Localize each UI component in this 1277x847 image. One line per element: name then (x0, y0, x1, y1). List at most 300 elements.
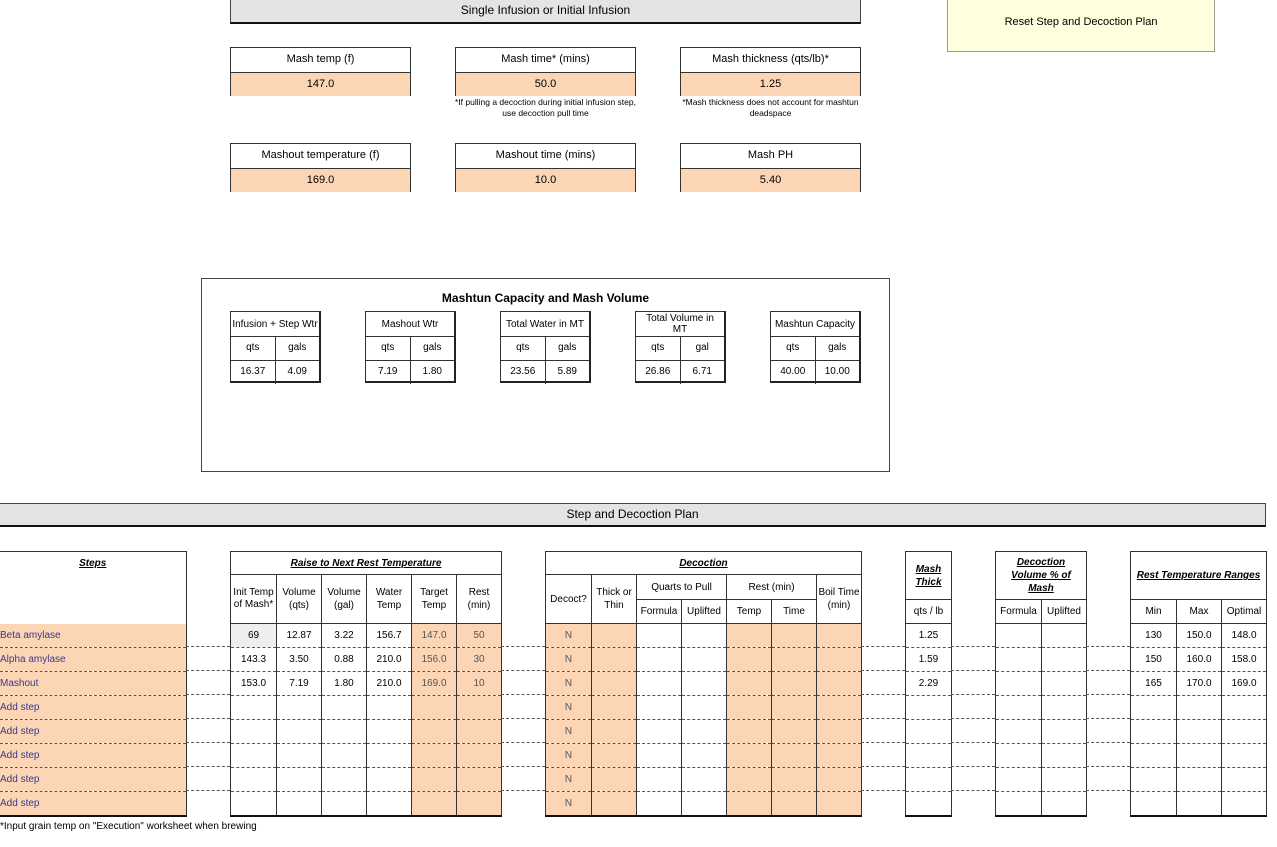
step-name[interactable]: Add step (0, 720, 186, 744)
row-separator (1086, 766, 1130, 767)
thick-thin-cell[interactable] (592, 768, 637, 792)
rest-temp-cell[interactable] (727, 792, 772, 816)
row-separator (861, 694, 905, 695)
table-row (231, 696, 502, 720)
table-row (996, 696, 1087, 720)
mash-time-value[interactable]: 50.0 (456, 73, 635, 96)
mash-time-label: Mash time* (mins) (456, 48, 635, 73)
row-separator (186, 646, 230, 647)
row-separator (1086, 790, 1130, 791)
range-optimal-cell: 148.0 (1222, 624, 1267, 648)
rest-temp-cell[interactable] (727, 768, 772, 792)
thick-thin-cell[interactable] (592, 744, 637, 768)
table-row (0, 744, 186, 768)
rest-time-cell[interactable] (772, 792, 817, 816)
range-max-cell (1177, 792, 1222, 816)
row-separator (861, 742, 905, 743)
init-temp-cell (231, 720, 277, 744)
table-row (0, 648, 186, 672)
row-separator (951, 790, 995, 791)
water-temp-cell (367, 744, 412, 768)
volume-gal-cell: 0.88 (322, 648, 367, 672)
table-row (231, 648, 502, 672)
mash-thickness-cell (680, 47, 861, 96)
unit-qts: qts (516, 342, 530, 353)
range-optimal-cell (1222, 744, 1267, 768)
table-row (996, 624, 1087, 648)
row-separator (861, 790, 905, 791)
rest-time-cell[interactable] (772, 696, 817, 720)
row-separator (186, 790, 230, 791)
unit-qts: qts (651, 342, 665, 353)
target-temp-cell[interactable] (412, 720, 457, 744)
step-name[interactable]: Add step (0, 792, 186, 816)
quarts-formula-cell (637, 768, 682, 792)
dec-volume-uplifted-cell (1042, 744, 1087, 768)
volume-gal-cell (322, 768, 367, 792)
rest-time-cell[interactable] (772, 720, 817, 744)
dec-volume-formula-cell (996, 768, 1042, 792)
table-row (906, 696, 952, 720)
target-temp-cell[interactable] (412, 792, 457, 816)
thick-thin-cell[interactable] (592, 624, 637, 648)
reset-plan-label: Reset Step and Decoction Plan (1004, 16, 1158, 28)
box-title: Infusion + Step Wtr (231, 312, 319, 337)
table-row (231, 720, 502, 744)
unit-qts: qts (786, 342, 800, 353)
row-separator (951, 742, 995, 743)
init-temp-header: Init Temp of Mash* (231, 575, 277, 624)
init-temp-cell (231, 696, 277, 720)
row-separator (501, 742, 545, 743)
mash-time-note: *If pulling a decoction during initial infusion step, use decoction pull time (455, 97, 636, 118)
dec-volume-formula-cell (996, 672, 1042, 696)
thick-thin-cell[interactable] (592, 720, 637, 744)
table-row (231, 624, 502, 648)
rest-ranges-table (1130, 551, 1267, 817)
rest-cell[interactable] (457, 720, 502, 744)
formula-header: Formula (637, 600, 682, 624)
table-row (996, 768, 1087, 792)
water-temp-cell: 210.0 (367, 672, 412, 696)
decoct-cell[interactable]: N (546, 720, 592, 744)
range-optimal-cell: 158.0 (1222, 648, 1267, 672)
table-row (0, 624, 186, 648)
table-row (0, 720, 186, 744)
quarts-formula-cell (637, 744, 682, 768)
boil-time-cell[interactable] (817, 648, 862, 672)
footnote: *Input grain temp on "Execution" worksheet when brewing (0, 821, 257, 832)
target-temp-cell[interactable]: 147.0 (412, 624, 457, 648)
dec-volume-formula-cell (996, 648, 1042, 672)
dec-volume-uplifted-cell (1042, 672, 1087, 696)
rest-time-cell[interactable] (772, 648, 817, 672)
quarts-formula-cell (637, 624, 682, 648)
table-row (0, 672, 186, 696)
rest-temp-cell[interactable] (727, 720, 772, 744)
volume-gal-header: Volume (gal) (322, 575, 367, 624)
decoct-cell[interactable]: N (546, 696, 592, 720)
range-max-cell (1177, 744, 1222, 768)
rest-temp-cell[interactable] (727, 696, 772, 720)
row-separator (186, 742, 230, 743)
volume-gal-cell (322, 720, 367, 744)
target-temp-cell[interactable]: 156.0 (412, 648, 457, 672)
volume-qts-cell (277, 720, 322, 744)
rest-header: Rest (min) (457, 575, 502, 624)
range-min-cell (1131, 720, 1177, 744)
mash-temp-cell (230, 47, 411, 96)
decoct-cell[interactable]: N (546, 792, 592, 816)
table-row (1131, 624, 1267, 648)
row-separator (1086, 694, 1130, 695)
row-separator (951, 694, 995, 695)
dec-volume-uplifted-cell (1042, 648, 1087, 672)
row-separator (501, 670, 545, 671)
rest-temp-cell[interactable] (727, 624, 772, 648)
single-infusion-header (230, 0, 861, 24)
boil-time-cell[interactable] (817, 720, 862, 744)
mash-thickness-label: Mash thickness (qts/lb)* (681, 48, 860, 73)
rest-cell[interactable]: 30 (457, 648, 502, 672)
mash-thick-cell (906, 744, 952, 768)
volume-gal-cell: 3.22 (322, 624, 367, 648)
boil-time-cell[interactable] (817, 792, 862, 816)
volume-qts-cell (277, 696, 322, 720)
value-qts: 7.19 (378, 366, 398, 377)
value-gals: 4.09 (275, 361, 320, 384)
volume-gal-cell (322, 792, 367, 816)
init-temp-cell[interactable]: 69 (231, 624, 277, 648)
quarts-formula-cell (637, 672, 682, 696)
range-optimal-cell (1222, 696, 1267, 720)
init-temp-cell: 153.0 (231, 672, 277, 696)
volume-qts-cell: 12.87 (277, 624, 322, 648)
mashout-water-box (365, 311, 456, 383)
boil-time-cell[interactable] (817, 768, 862, 792)
table-row (906, 672, 952, 696)
thick-thin-cell[interactable] (592, 648, 637, 672)
range-optimal-cell: 169.0 (1222, 672, 1267, 696)
volume-gal-cell: 1.80 (322, 672, 367, 696)
volume-qts-cell (277, 768, 322, 792)
quarts-uplifted-cell (682, 720, 727, 744)
water-temp-cell (367, 768, 412, 792)
table-row (996, 792, 1087, 816)
row-separator (186, 718, 230, 719)
row-separator (186, 670, 230, 671)
table-row (906, 744, 952, 768)
table-row (1131, 648, 1267, 672)
table-row (0, 696, 186, 720)
step-name[interactable]: Beta amylase (0, 624, 186, 648)
table-row (546, 720, 862, 744)
boil-time-cell[interactable] (817, 696, 862, 720)
row-separator (861, 670, 905, 671)
row-separator (861, 646, 905, 647)
target-temp-cell[interactable] (412, 744, 457, 768)
reset-plan-button[interactable] (947, 0, 1215, 52)
table-row (1131, 720, 1267, 744)
unit-gals: gals (815, 337, 860, 360)
table-row (996, 744, 1087, 768)
row-separator (1086, 646, 1130, 647)
water-temp-cell (367, 720, 412, 744)
row-separator (951, 670, 995, 671)
value-gals: 10.00 (815, 361, 860, 384)
decoction-volume-title: Decoction Volume % of Mash (996, 552, 1087, 600)
range-optimal-cell (1222, 792, 1267, 816)
unit-gals: gals (275, 337, 320, 360)
mash-ph-value[interactable]: 5.40 (681, 169, 860, 192)
volume-qts-header: Volume (qts) (277, 575, 322, 624)
mash-thickness-note: *Mash thickness does not account for mashtun deadspace (682, 97, 859, 118)
step-name[interactable]: Add step (0, 696, 186, 720)
quarts-uplifted-cell (682, 624, 727, 648)
volume-gal-cell (322, 744, 367, 768)
target-temp-cell[interactable] (412, 696, 457, 720)
range-min-cell (1131, 792, 1177, 816)
rest-temp-cell[interactable] (727, 672, 772, 696)
table-row (996, 672, 1087, 696)
volume-gal-cell (322, 696, 367, 720)
table-row (546, 624, 862, 648)
water-temp-cell: 156.7 (367, 624, 412, 648)
volume-qts-cell (277, 792, 322, 816)
decoct-cell[interactable]: N (546, 672, 592, 696)
mashout-time-value[interactable]: 10.0 (456, 169, 635, 192)
quarts-uplifted-cell (682, 792, 727, 816)
row-separator (1086, 718, 1130, 719)
box-title: Mashtun Capacity (771, 312, 859, 337)
thick-thin-cell[interactable] (592, 696, 637, 720)
mash-thick-cell (906, 720, 952, 744)
table-row (546, 696, 862, 720)
rest-cell[interactable]: 10 (457, 672, 502, 696)
thick-thin-cell[interactable] (592, 672, 637, 696)
table-row (546, 672, 862, 696)
water-temp-cell: 210.0 (367, 648, 412, 672)
rest-cell[interactable] (457, 768, 502, 792)
volume-qts-cell: 3.50 (277, 648, 322, 672)
init-temp-cell: 143.3 (231, 648, 277, 672)
range-min-cell (1131, 744, 1177, 768)
row-separator (186, 766, 230, 767)
time-header: Time (772, 600, 817, 624)
mash-time-cell (455, 47, 636, 96)
rest-cell[interactable] (457, 696, 502, 720)
mashout-temp-value[interactable]: 169.0 (231, 169, 410, 192)
rest-min-header: Rest (min) (727, 575, 817, 600)
range-min-cell: 130 (1131, 624, 1177, 648)
mash-thick-title: Mash Thick (906, 552, 952, 600)
row-separator (1086, 670, 1130, 671)
mash-thick-cell (906, 768, 952, 792)
range-max-cell (1177, 696, 1222, 720)
mash-thick-cell: 1.59 (906, 648, 952, 672)
box-title: Mashout Wtr (366, 312, 454, 337)
boil-time-header: Boil Time (min) (817, 575, 862, 624)
table-row (231, 672, 502, 696)
value-qts: 16.37 (240, 366, 266, 377)
mash-thickness-value[interactable]: 1.25 (681, 73, 860, 96)
range-max-cell: 170.0 (1177, 672, 1222, 696)
table-row (1131, 696, 1267, 720)
mashout-temp-label: Mashout temperature (f) (231, 144, 410, 169)
table-row (546, 792, 862, 816)
quarts-uplifted-cell (682, 648, 727, 672)
mash-thick-table (905, 551, 952, 817)
step-name[interactable]: Add step (0, 744, 186, 768)
table-row (906, 792, 952, 816)
table-row (546, 648, 862, 672)
table-row (0, 768, 186, 792)
rest-cell[interactable] (457, 792, 502, 816)
row-separator (951, 766, 995, 767)
quarts-uplifted-cell (682, 768, 727, 792)
dec-volume-formula-cell (996, 792, 1042, 816)
rest-cell[interactable]: 50 (457, 624, 502, 648)
qts-lb-header: qts / lb (906, 600, 952, 624)
quarts-formula-cell (637, 696, 682, 720)
mash-temp-label: Mash temp (f) (231, 48, 410, 73)
unit-gal: gal (680, 337, 725, 360)
step-name[interactable]: Alpha amylase (0, 648, 186, 672)
water-temp-cell (367, 696, 412, 720)
mashout-time-cell (455, 143, 636, 192)
min-header: Min (1131, 600, 1177, 624)
decoct-header: Decoct? (546, 575, 592, 624)
temp-header: Temp (727, 600, 772, 624)
single-infusion-title: Single Infusion or Initial Infusion (460, 3, 631, 17)
table-row (906, 768, 952, 792)
plan-header (0, 503, 1266, 527)
uplifted-header: Uplifted (682, 600, 727, 624)
thick-thin-cell[interactable] (592, 792, 637, 816)
rest-time-cell[interactable] (772, 672, 817, 696)
range-max-cell (1177, 768, 1222, 792)
mash-thick-cell (906, 792, 952, 816)
boil-time-cell[interactable] (817, 624, 862, 648)
total-volume-box (635, 311, 726, 383)
dec-volume-uplifted-cell (1042, 720, 1087, 744)
row-separator (861, 718, 905, 719)
range-optimal-cell (1222, 768, 1267, 792)
row-separator (951, 646, 995, 647)
rest-time-cell[interactable] (772, 744, 817, 768)
table-row (1131, 792, 1267, 816)
water-temp-header: Water Temp (367, 575, 412, 624)
step-name[interactable]: Mashout (0, 672, 186, 696)
quarts-pull-header: Quarts to Pull (637, 575, 727, 600)
decoction-volume-table (995, 551, 1087, 817)
init-temp-cell (231, 792, 277, 816)
unit-gals: gals (545, 337, 590, 360)
range-max-cell: 150.0 (1177, 624, 1222, 648)
dec-volume-formula-cell (996, 696, 1042, 720)
table-row (906, 648, 952, 672)
table-row (1131, 672, 1267, 696)
decoct-cell[interactable]: N (546, 744, 592, 768)
dec-volume-formula-cell (996, 624, 1042, 648)
unit-qts: qts (246, 342, 260, 353)
rest-time-cell[interactable] (772, 624, 817, 648)
quarts-formula-cell (637, 792, 682, 816)
target-temp-cell[interactable] (412, 768, 457, 792)
range-min-cell (1131, 696, 1177, 720)
rest-cell[interactable] (457, 744, 502, 768)
rest-time-cell[interactable] (772, 768, 817, 792)
row-separator (861, 766, 905, 767)
row-separator (501, 694, 545, 695)
decoct-cell[interactable]: N (546, 768, 592, 792)
row-separator (501, 790, 545, 791)
table-row (231, 768, 502, 792)
mashout-time-label: Mashout time (mins) (456, 144, 635, 169)
step-name[interactable]: Add step (0, 768, 186, 792)
unit-qts: qts (381, 342, 395, 353)
target-temp-header: Target Temp (412, 575, 457, 624)
raise-title: Raise to Next Rest Temperature (231, 552, 502, 575)
target-temp-cell[interactable]: 169.0 (412, 672, 457, 696)
steps-table (0, 551, 187, 817)
table-row (996, 648, 1087, 672)
table-row (546, 768, 862, 792)
value-qts: 23.56 (510, 366, 536, 377)
box-title: Total Water in MT (501, 312, 589, 337)
dec-volume-formula-cell (996, 744, 1042, 768)
mash-thick-cell (906, 696, 952, 720)
rest-temp-cell[interactable] (727, 648, 772, 672)
mash-thick-cell: 1.25 (906, 624, 952, 648)
row-separator (501, 766, 545, 767)
unit-gals: gals (410, 337, 455, 360)
row-separator (501, 718, 545, 719)
row-separator (501, 646, 545, 647)
value-qts: 40.00 (780, 366, 806, 377)
mash-thick-cell: 2.29 (906, 672, 952, 696)
dec-volume-formula-cell (996, 720, 1042, 744)
dec-volume-uplifted-cell (1042, 792, 1087, 816)
decoct-cell[interactable]: N (546, 624, 592, 648)
table-row (1131, 744, 1267, 768)
boil-time-cell[interactable] (817, 672, 862, 696)
mashtun-capacity-box (770, 311, 861, 383)
box-title: Total Volume in MT (636, 312, 724, 337)
optimal-header: Optimal (1222, 600, 1267, 624)
quarts-uplifted-cell (682, 672, 727, 696)
quarts-formula-cell (637, 648, 682, 672)
range-max-cell (1177, 720, 1222, 744)
row-separator (1086, 742, 1130, 743)
row-separator (951, 718, 995, 719)
value-gals: 1.80 (410, 361, 455, 384)
mash-temp-value[interactable]: 147.0 (231, 73, 410, 96)
dec-volume-uplifted-cell (1042, 696, 1087, 720)
decoction-title: Decoction (546, 552, 862, 575)
decoction-table (545, 551, 862, 817)
rest-temp-cell[interactable] (727, 744, 772, 768)
quarts-formula-cell (637, 720, 682, 744)
decoct-cell[interactable]: N (546, 648, 592, 672)
row-separator (186, 694, 230, 695)
init-temp-cell (231, 744, 277, 768)
raise-table (230, 551, 502, 817)
total-water-box (500, 311, 591, 383)
boil-time-cell[interactable] (817, 744, 862, 768)
value-gal: 6.71 (680, 361, 725, 384)
mash-ph-cell (680, 143, 861, 192)
